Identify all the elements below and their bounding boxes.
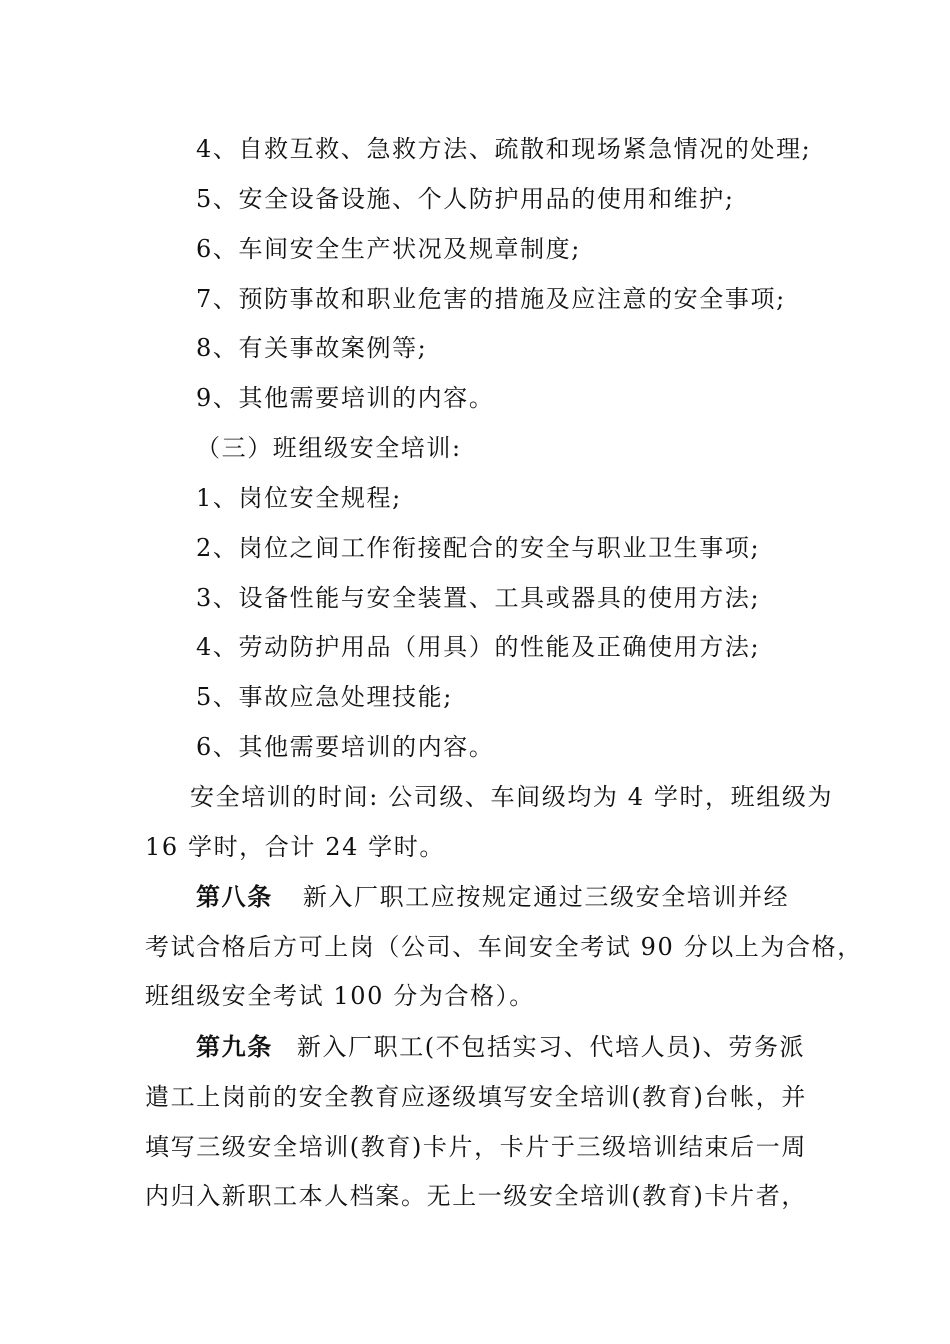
list-item: 4、自救互救、急救方法、疏散和现场紧急情况的处理; — [196, 135, 812, 163]
list-item: 2、岗位之间工作衔接配合的安全与职业卫生事项; — [196, 534, 761, 562]
list-item: 8、有关事故案例等; — [196, 334, 428, 362]
article-9-line-2: 遣工上岗前的安全教育应逐级填写安全培训(教育)台帐，并 — [145, 1083, 807, 1111]
article-9-line-3: 填写三级安全培训(教育)卡片，卡片于三级培训结束后一周 — [145, 1133, 807, 1161]
article-8-line-1 — [196, 882, 789, 912]
list-item: 6、其他需要培训的内容。 — [196, 733, 495, 761]
list-item: 4、劳动防护用品（用具）的性能及正确使用方法; — [196, 633, 761, 661]
list-item: 9、其他需要培训的内容。 — [196, 384, 495, 412]
list-item: 6、车间安全生产状况及规章制度; — [196, 235, 581, 263]
article-9-line-4: 内归入新职工本人档案。无上一级安全培训(教育)卡片者， — [145, 1182, 807, 1210]
training-time-line-1: 安全培训的时间: 公司级、车间级均为 4 学时，班组级为 — [190, 783, 834, 811]
training-time-line-2: 16 学时，合计 24 学时。 — [145, 833, 445, 861]
article-8-line-3: 班组级安全考试 100 分为合格）。 — [145, 982, 535, 1010]
article-9-line-1 — [196, 1032, 805, 1062]
article-9-label: 第九条 — [196, 1032, 273, 1061]
list-item: 1、岗位安全规程; — [196, 484, 402, 512]
article-8-label: 第八条 — [196, 882, 273, 911]
list-item: 5、安全设备设施、个人防护用品的使用和维护; — [196, 185, 735, 213]
article-9-text: 新入厂职工(不包括实习、代培人员)、劳务派 — [296, 1033, 806, 1061]
article-8-line-2: 考试合格后方可上岗（公司、车间安全考试 90 分以上为合格， — [145, 933, 863, 961]
list-item: 7、预防事故和职业危害的措施及应注意的安全事项; — [196, 285, 786, 313]
list-item: 5、事故应急处理技能; — [196, 683, 453, 711]
list-item: 3、设备性能与安全装置、工具或器具的使用方法; — [196, 584, 761, 612]
section-heading: （三）班组级安全培训: — [196, 434, 462, 462]
article-8-text: 新入厂职工应按规定通过三级安全培训并经 — [302, 883, 790, 911]
